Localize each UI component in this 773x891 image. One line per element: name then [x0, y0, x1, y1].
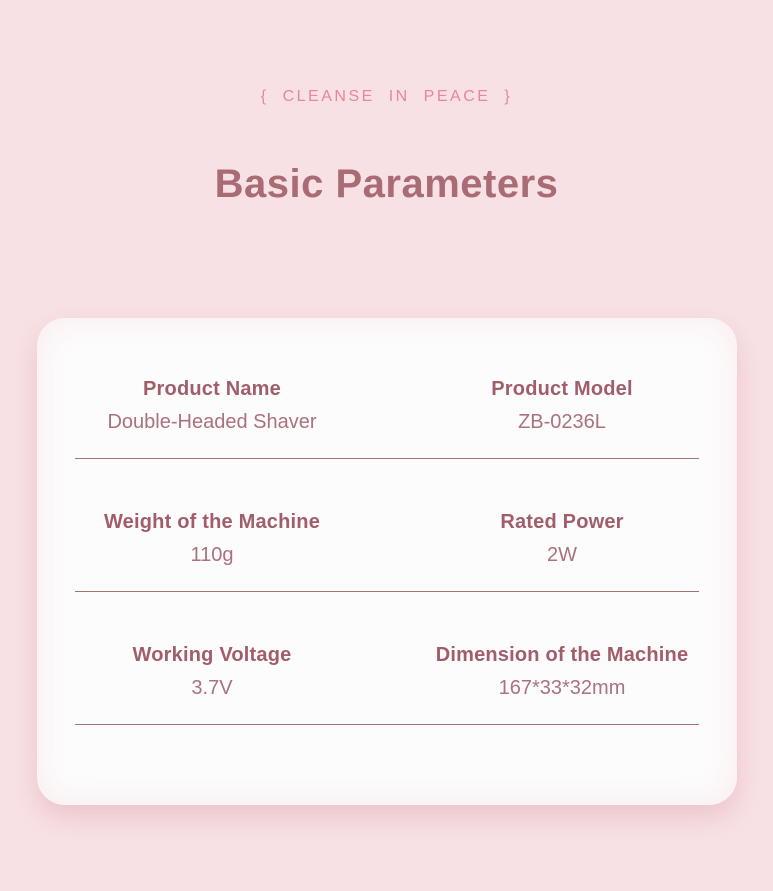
parameters-card	[37, 318, 737, 805]
param-row-3	[37, 592, 737, 725]
param-cell-product-model	[387, 373, 737, 439]
param-label: Rated Power	[500, 511, 624, 533]
param-label: Product Name	[143, 378, 281, 400]
param-label: Working Voltage	[132, 644, 292, 666]
brand-tagline: { CLEANSE IN PEACE }	[260, 88, 513, 105]
param-label: Dimension of the Machine	[435, 644, 689, 666]
param-cell-working-voltage	[37, 639, 387, 705]
param-value: 167*33*32mm	[498, 677, 626, 699]
param-cell-product-name	[37, 373, 387, 439]
param-value: 3.7V	[191, 677, 233, 699]
param-cell-weight	[37, 506, 387, 572]
param-label: Weight of the Machine	[103, 511, 321, 533]
param-value: 2W	[547, 544, 577, 566]
page-title: Basic Parameters	[214, 162, 559, 206]
param-cell-dimension	[387, 639, 737, 705]
param-value: 110g	[190, 544, 234, 566]
param-value: Double-Headed Shaver	[107, 411, 317, 433]
param-label: Product Model	[491, 378, 633, 400]
row-divider	[75, 724, 699, 725]
param-row-2	[37, 459, 737, 592]
param-cell-rated-power	[387, 506, 737, 572]
param-row-1	[37, 318, 737, 459]
param-value: ZB-0236L	[518, 411, 606, 433]
